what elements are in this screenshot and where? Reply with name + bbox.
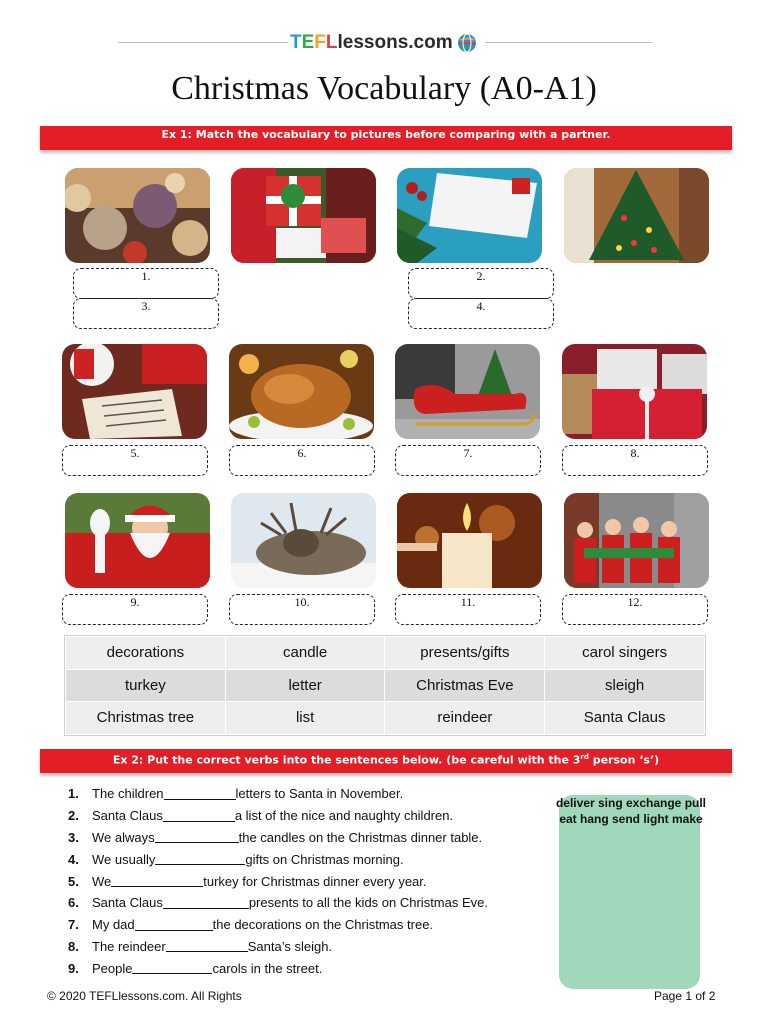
ex2-instruction-end: person ‘s’) [588, 753, 660, 767]
sentence-item [68, 827, 548, 849]
page-number: Page 1 of 2 [654, 989, 716, 1003]
sentence-number: 9. [68, 960, 79, 976]
verb-blank[interactable] [155, 831, 239, 843]
sentence-number: 2. [68, 808, 79, 824]
box-number: 8. [630, 446, 640, 460]
page-title: Christmas Vocabulary (A0-A1) [171, 70, 597, 107]
vocabulary-table [65, 636, 705, 735]
answer-box-2[interactable] [408, 268, 554, 299]
verb-blank[interactable] [111, 875, 203, 887]
answer-box-6[interactable] [229, 445, 375, 476]
sentence-start: My dad [92, 917, 135, 933]
picture-santa-claus [65, 493, 210, 588]
table-row [66, 702, 705, 735]
vocab-cell: sleigh [545, 669, 705, 702]
table-row [66, 669, 705, 702]
picture-turkey [229, 344, 374, 439]
box-number: 4. [476, 299, 486, 313]
answer-box-7[interactable] [395, 445, 541, 476]
logo-letter-e: E [301, 32, 315, 53]
picture-reindeer [231, 493, 376, 588]
vocab-cell: candle [225, 637, 385, 670]
sentence-end: Santa’s sleigh. [247, 938, 333, 954]
ex2-instruction-sup: rd [580, 753, 589, 761]
picture-sleigh [395, 344, 540, 439]
sentence-start: The children [92, 786, 164, 802]
sentence-number: 3. [68, 829, 79, 845]
ex2-instruction-text: Ex 2: Put the correct verbs into the sentences below. (be careful with the 3 [112, 753, 581, 767]
sentence-start: Santa Claus [92, 808, 163, 824]
box-number: 5. [130, 446, 140, 460]
answer-box-4[interactable] [408, 298, 554, 329]
box-number: 6. [297, 446, 307, 460]
box-number: 10. [294, 595, 310, 609]
vocab-cell: Christmas tree [66, 702, 226, 735]
globe-icon [457, 33, 477, 53]
answer-box-5[interactable] [62, 445, 208, 476]
picture-letter [397, 168, 542, 263]
sentence-list [68, 783, 548, 979]
sentence-end: gifts on Christmas morning. [245, 851, 404, 867]
box-number: 11. [460, 595, 476, 609]
picture-presents [562, 344, 707, 439]
picture-decorations [65, 168, 210, 263]
answer-box-1[interactable] [73, 268, 219, 299]
answer-box-11[interactable] [395, 594, 541, 625]
sentence-start: People [92, 960, 133, 976]
vocab-cell: presents/gifts [385, 637, 545, 670]
answer-box-8[interactable] [562, 445, 708, 476]
sentence-number: 6. [68, 895, 79, 911]
answer-box-3[interactable] [73, 298, 219, 329]
sentence-item [68, 870, 548, 892]
answer-box-10[interactable] [229, 594, 375, 625]
vocab-cell: letter [225, 669, 385, 702]
sentence-item [68, 914, 548, 936]
vocab-cell: carol singers [545, 637, 705, 670]
sentence-item [68, 783, 548, 805]
sentence-number: 1. [68, 786, 79, 802]
table-row [66, 637, 705, 670]
picture-list [62, 344, 207, 439]
vocab-cell: decorations [66, 637, 226, 670]
verb-blank[interactable] [132, 962, 212, 974]
vocab-cell: list [225, 702, 385, 735]
vocab-cell: turkey [66, 669, 226, 702]
sentence-start: We always [92, 829, 155, 845]
sentence-number: 8. [68, 938, 79, 954]
sentence-end: presents to all the kids on Christmas Eve. [248, 895, 488, 911]
sentence-item [68, 848, 548, 870]
logo-letter-l: L [325, 32, 338, 53]
ex2-instruction-bar [40, 749, 732, 773]
sentence-end: the decorations on the Christmas tree. [212, 917, 434, 933]
ex1-instruction-bar: Ex 1: Match the vocabulary to pictures before comparing with a partner. [40, 126, 732, 150]
sentence-end: the candles on the Christmas dinner table. [238, 829, 483, 845]
vocab-cell: Christmas Eve [385, 669, 545, 702]
header-rule-left [118, 42, 288, 43]
logo-text: lessons.com [337, 32, 453, 53]
picture-christmas-tree [564, 168, 709, 263]
sentence-end: letters to Santa in November. [235, 786, 404, 802]
sentence-start: Santa Claus [92, 895, 163, 911]
verb-bank-text: deliver sing exchange pull eat hang send light make [555, 796, 707, 826]
vocab-cell: reindeer [385, 702, 545, 735]
sentence-start: We [92, 873, 112, 889]
verb-blank[interactable] [135, 919, 213, 931]
picture-carol-singers [564, 493, 709, 588]
sentence-item [68, 892, 548, 914]
sentence-item [68, 957, 548, 979]
sentence-end: turkey for Christmas dinner every year. [203, 873, 427, 889]
picture-candle [397, 493, 542, 588]
logo-letter-f: F [314, 32, 326, 53]
answer-box-9[interactable] [62, 594, 208, 625]
sentence-number: 5. [68, 873, 79, 889]
sentence-item [68, 936, 548, 958]
header-rule-right [485, 42, 652, 43]
answer-box-12[interactable] [562, 594, 708, 625]
box-number: 2. [476, 269, 486, 283]
verb-blank[interactable] [155, 853, 245, 865]
box-number: 3. [141, 299, 151, 313]
verb-blank[interactable] [164, 788, 236, 800]
picture-present [231, 168, 376, 263]
box-number: 7. [463, 446, 473, 460]
sentence-start: The reindeer [92, 938, 166, 954]
site-logo [290, 30, 485, 56]
copyright-text: © 2020 TEFLlessons.com. All Rights [47, 989, 242, 1003]
box-number: 12. [627, 595, 643, 609]
sentence-item [68, 805, 548, 827]
verb-blank[interactable] [163, 810, 235, 822]
vocab-cell: Santa Claus [545, 702, 705, 735]
sentence-number: 4. [68, 851, 79, 867]
box-number: 9. [130, 595, 140, 609]
sentence-start: We usually [92, 851, 156, 867]
verb-blank[interactable] [163, 897, 249, 909]
verb-blank[interactable] [166, 940, 248, 952]
sentence-end: a list of the nice and naughty children. [234, 808, 454, 824]
sentence-number: 7. [68, 917, 79, 933]
sentence-end: carols in the street. [212, 960, 323, 976]
box-number: 1. [141, 269, 151, 283]
logo-letter-t: T [290, 32, 302, 53]
